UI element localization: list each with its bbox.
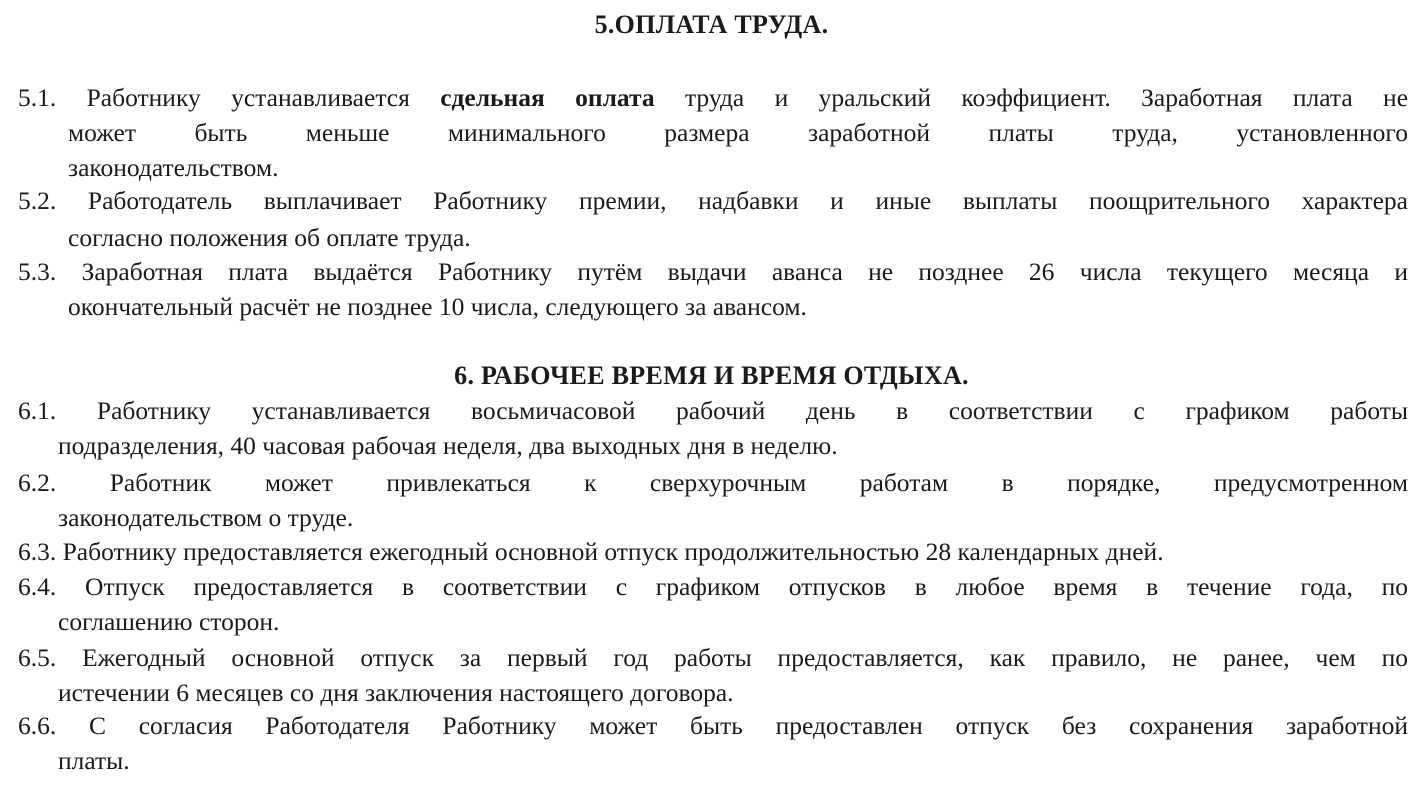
clause-number: 6.6. bbox=[18, 711, 57, 740]
clause-number: 6.5. bbox=[18, 643, 57, 672]
clause-number: 5.2. bbox=[18, 186, 57, 215]
clause-6-2 bbox=[18, 465, 1408, 535]
clause-number: 6.1. bbox=[18, 396, 57, 425]
clause-text: Работнику предоставляется ежегодный основной отпуск продолжительностью 28 календарных дней. bbox=[62, 537, 1164, 566]
clause-text: Ежегодный основной отпуск за первый год работы предоставляется, как правило, не ранее, чем по bbox=[82, 643, 1408, 672]
clause-6-3-line-1 bbox=[18, 534, 1164, 569]
clause-5-2-line-2: согласно положения об оплате труда. bbox=[68, 223, 471, 252]
section-6-title: 6. РАБОЧЕЕ ВРЕМЯ И ВРЕМЯ ОТДЫХА. bbox=[454, 361, 969, 390]
clause-number: 5.1. bbox=[18, 83, 57, 112]
clause-text: С согласия Работодателя Работнику может быть предоставлен отпуск без сохранения заработной bbox=[88, 711, 1408, 740]
clause-6-1-line-2: подразделения, 40 часовая рабочая неделя, два выходных дня в неделю. bbox=[58, 431, 838, 460]
clause-6-3 bbox=[18, 534, 1408, 569]
clause-6-6 bbox=[18, 708, 1408, 778]
clause-6-6-line-2: платы. bbox=[58, 746, 130, 775]
clause-number: 5.3. bbox=[18, 257, 57, 286]
clause-5-1-line-3: законодательством. bbox=[68, 153, 279, 182]
clause-6-5 bbox=[18, 640, 1408, 710]
clause-6-4 bbox=[18, 569, 1408, 639]
clause-5-2-line-1 bbox=[18, 183, 1408, 218]
section-5-title: 5.ОПЛАТА ТРУДА. bbox=[594, 10, 829, 39]
clause-5-2 bbox=[18, 183, 1408, 253]
clause-5-1-line-2: может быть меньше минимального размера заработной платы труда, установленного bbox=[68, 118, 1408, 147]
clause-text: Работнику устанавливается bbox=[86, 83, 441, 112]
clause-6-4-line-1 bbox=[18, 569, 1408, 604]
clause-text: Заработная плата выдаётся Работнику путём выдачи аванса не позднее 26 числа текущего месяца и bbox=[81, 257, 1408, 286]
clause-5-1-line-1 bbox=[18, 80, 1408, 115]
clause-text: труда и уральский коэффициент. Заработная плата не bbox=[654, 83, 1409, 112]
clause-number: 6.2. bbox=[18, 468, 57, 497]
clause-5-3 bbox=[18, 254, 1408, 324]
clause-6-2-line-1 bbox=[18, 465, 1408, 500]
clause-number: 6.3. bbox=[18, 537, 57, 566]
clause-5-3-line-2: окончательный расчёт не позднее 10 числа, следующего за авансом. bbox=[68, 292, 807, 321]
clause-5-3-line-1 bbox=[18, 254, 1408, 289]
clause-text: Работник может привлекаться к сверхурочным работам в порядке, предусмотренном bbox=[109, 468, 1409, 497]
clause-text: Отпуск предоставляется в соответствии с графиком отпусков в любое время в течение года, по bbox=[85, 572, 1409, 601]
clause-6-6-line-1 bbox=[18, 708, 1408, 743]
clause-6-5-line-2: истечении 6 месяцев со дня заключения настоящего договора. bbox=[58, 678, 734, 707]
clause-6-5-line-1 bbox=[18, 640, 1408, 675]
clause-6-4-line-2: соглашению сторон. bbox=[58, 607, 280, 636]
clause-6-2-line-2: законодательством о труде. bbox=[58, 503, 354, 532]
clause-number: 6.4. bbox=[18, 572, 57, 601]
clause-text: Работнику устанавливается восьмичасовой рабочий день в соответствии с графиком работы bbox=[96, 396, 1409, 425]
clause-text-bold: сдельная оплата bbox=[440, 83, 655, 112]
clause-6-1-line-1 bbox=[18, 393, 1408, 428]
clause-text: Работодатель выплачивает Работнику премии, надбавки и иные выплаты поощрительного характера bbox=[87, 186, 1409, 215]
clause-6-1 bbox=[18, 393, 1408, 463]
clause-5-1 bbox=[18, 80, 1408, 185]
